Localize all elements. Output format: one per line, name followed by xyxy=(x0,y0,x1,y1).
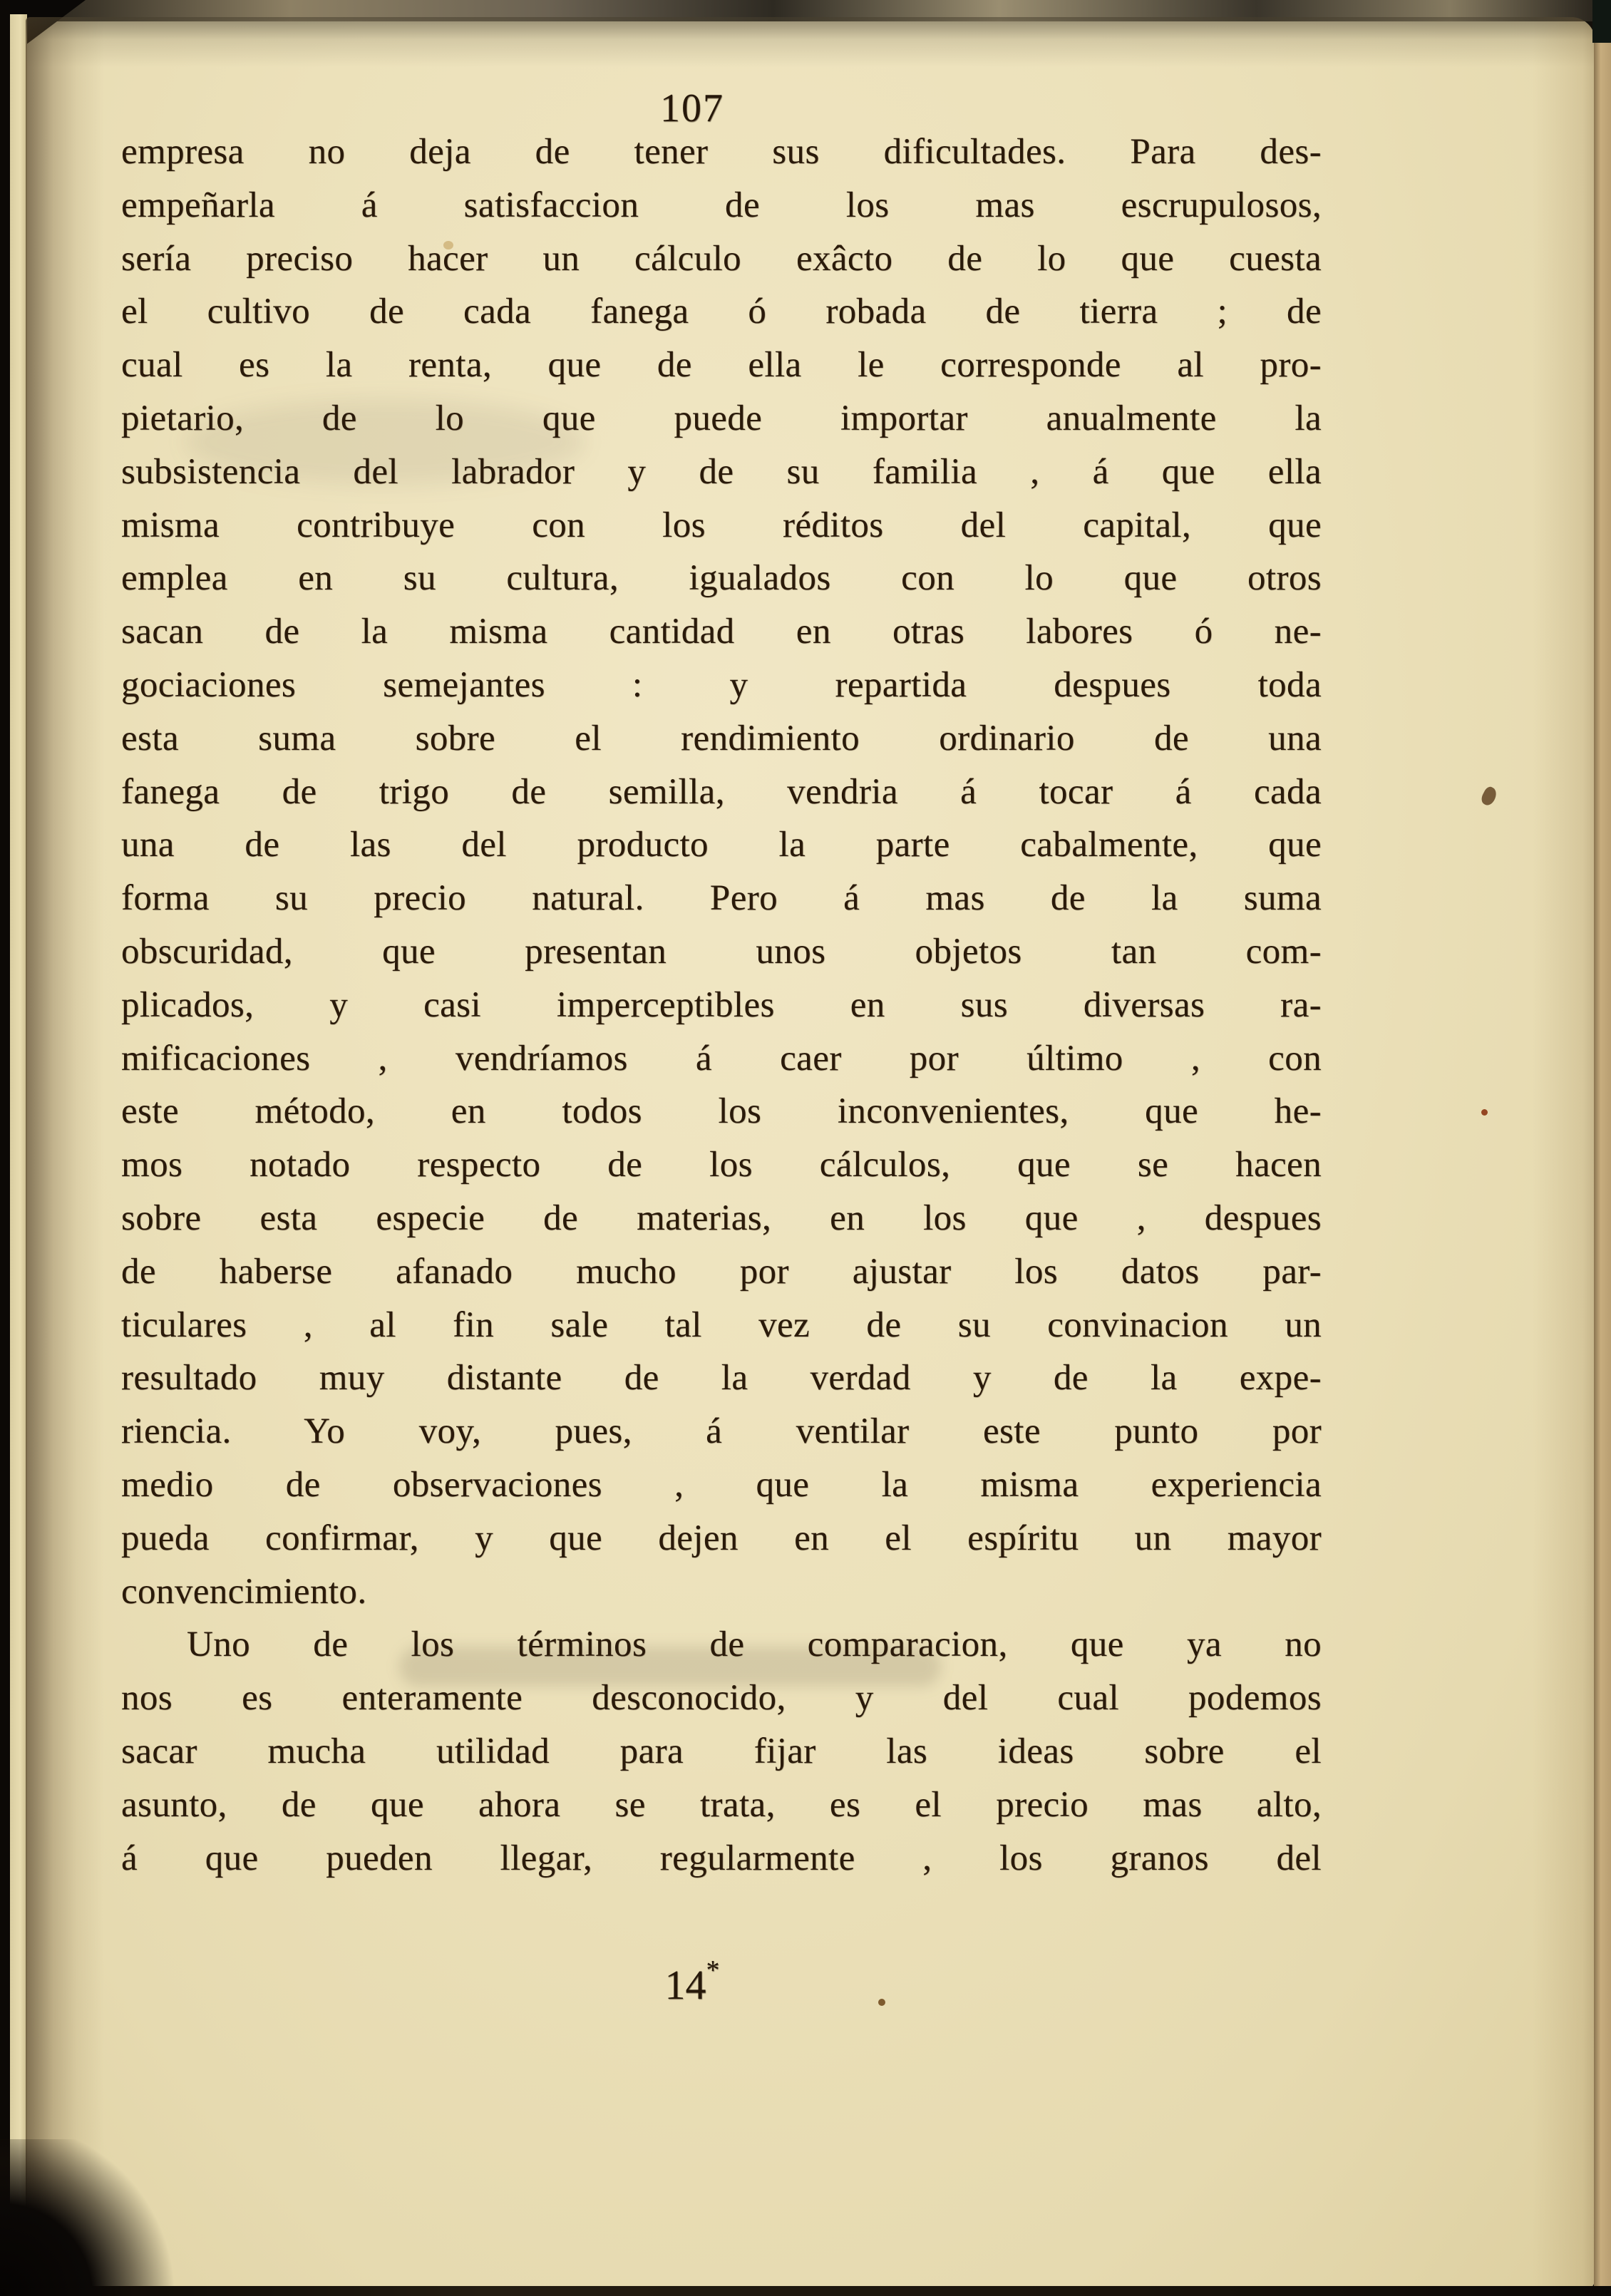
facing-page-edge xyxy=(10,14,27,2296)
text-line: obscuridad, que presentan unos objetos tan com- xyxy=(121,931,1322,972)
text-line: sacar mucha utilidad para fijar las ideas sobre el xyxy=(121,1731,1322,1771)
text-line: este método, en todos los inconvenientes, que he- xyxy=(121,1091,1322,1132)
signature-mark xyxy=(93,1955,1292,2009)
signature-number: 14 xyxy=(664,1962,706,2008)
text-line: pueda confirmar, y que dejen en el espíritu un mayor xyxy=(121,1518,1322,1558)
fore-edge-top-dark xyxy=(1592,0,1611,43)
book-bottom-edge xyxy=(0,2286,1611,2296)
text-line: el cultivo de cada fanega ó robada de tierra ; de xyxy=(121,292,1322,332)
text-line: sobre esta especie de materias, en los que , despues xyxy=(121,1198,1322,1238)
text-line: medio de observaciones , que la misma experiencia xyxy=(121,1464,1322,1505)
page-right-tint xyxy=(1533,17,1595,2291)
text-line: sería preciso hacer un cálculo exâcto de lo que cuesta xyxy=(121,238,1322,279)
text-line: gociaciones semejantes : y repartida despues toda xyxy=(121,664,1322,705)
page-number: 107 xyxy=(660,86,724,130)
text-line: nos es enteramente desconocido, y del cual podemos xyxy=(121,1678,1322,1719)
text-line: plicados, y casi imperceptibles en sus diversas ra- xyxy=(121,984,1322,1025)
ink-speck xyxy=(1481,1109,1488,1116)
text-block xyxy=(121,125,1322,1885)
text-line: empeñarla á satisfaccion de los mas escrupulosos, xyxy=(121,185,1322,225)
text-line: subsistencia del labrador y de su familia , á que ella xyxy=(121,451,1322,492)
text-line: forma su precio natural. Pero á mas de la suma xyxy=(121,878,1322,919)
text-line: Uno de los términos de comparacion, que ya no xyxy=(187,1625,1322,1665)
text-line: una de las del producto la parte cabalmente, que xyxy=(121,825,1322,865)
spine-shadow xyxy=(0,0,10,2296)
text-line: fanega de trigo de semilla, vendria á tocar á cada xyxy=(121,771,1322,812)
text-line: sacan de la misma cantidad en otras labores ó ne- xyxy=(121,612,1322,652)
signature-asterisk: * xyxy=(706,1955,720,1985)
text-line: convencimiento. xyxy=(121,1571,367,1612)
text-line: cual es la renta, que de ella le corresponde al pro- xyxy=(121,345,1322,386)
text-line: ticulares , al fin sale tal vez de su convinacion un xyxy=(121,1304,1322,1345)
text-line: mos notado respecto de los cálculos, que se hacen xyxy=(121,1145,1322,1185)
text-line: pietario, de lo que puede importar anualmente la xyxy=(121,398,1322,438)
text-line: á que pueden llegar, regularmente , los granos del xyxy=(121,1838,1322,1878)
text-line: misma contribuye con los réditos del capital, que xyxy=(121,505,1322,545)
text-line: empresa no deja de tener sus dificultades. Para des- xyxy=(121,132,1322,172)
text-line: mificaciones , vendríamos á caer por último , con xyxy=(121,1038,1322,1078)
text-line: de haberse afanado mucho por ajustar los datos par- xyxy=(121,1251,1322,1292)
page-top-shadow xyxy=(26,17,1595,67)
gutter-shadow xyxy=(26,17,104,2291)
binding-corner-bottom-left xyxy=(0,2139,185,2296)
text-line: riencia. Yo voy, pues, á ventilar este punto por xyxy=(121,1411,1322,1452)
text-line: resultado muy distante de la verdad y de la expe- xyxy=(121,1358,1322,1399)
text-line: asunto, de que ahora se trata, es el precio mas alto, xyxy=(121,1784,1322,1825)
text-line: emplea en su cultura, igualados con lo que otros xyxy=(121,558,1322,599)
fore-edge-strip xyxy=(1594,0,1611,2296)
text-line: esta suma sobre el rendimiento ordinario de una xyxy=(121,718,1322,758)
